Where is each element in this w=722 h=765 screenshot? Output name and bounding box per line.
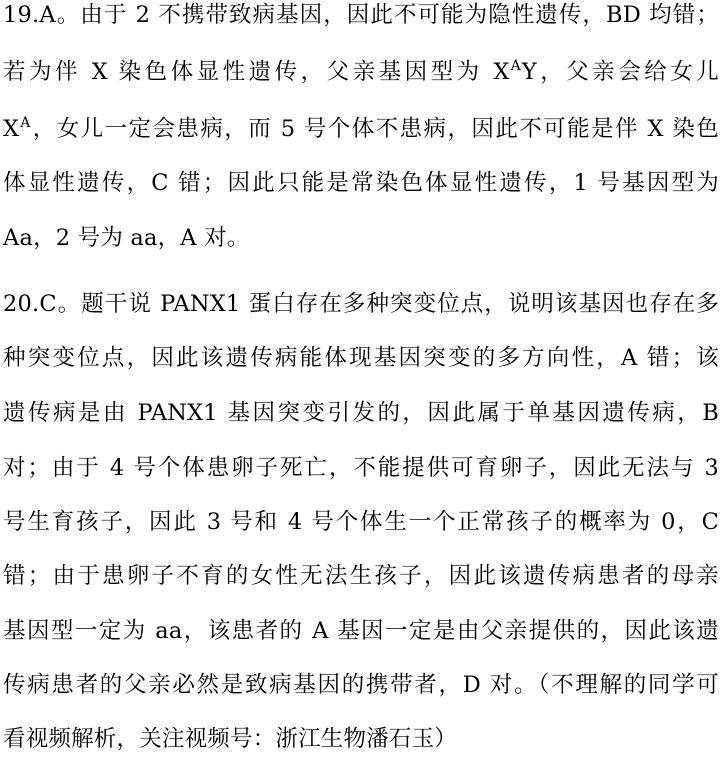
paragraph-20-line-8 bbox=[3, 670, 719, 700]
text-run: 19.A。由于 2 不携带致病基因，因此不可能为隐性遗传，BD 均错； bbox=[3, 2, 719, 28]
text-run: 传病患者的父亲必然是致病基因的携带者，D 对。（不理解的同学可 bbox=[3, 672, 719, 698]
paragraph-20-line-2 bbox=[3, 343, 719, 373]
text-run: 体显性遗传，C 错；因此只能是常染色体显性遗传，1 号基因型为 bbox=[3, 170, 719, 196]
paragraph-20-line-1 bbox=[3, 289, 719, 319]
text-run: 20.C。题干说 PANX1 蛋白存在多种突变位点，说明该基因也存在多 bbox=[3, 291, 719, 317]
paragraph-20-line-4 bbox=[3, 453, 719, 483]
paragraph-20-line-9 bbox=[3, 724, 719, 754]
superscript-allele: A bbox=[20, 115, 31, 131]
text-run: Y，父亲会给女儿 bbox=[521, 59, 719, 85]
paragraph-19-line-2 bbox=[3, 57, 719, 87]
superscript-allele: A bbox=[510, 58, 521, 74]
text-run: 基因型一定为 aa，该患者的 A 基因一定是由父亲提供的，因此该遗 bbox=[3, 618, 719, 644]
text-run: ，女儿一定会患病，而 5 号个体不患病，因此不可能是伴 X 染色 bbox=[31, 116, 719, 142]
text-run: 若为伴 X 染色体显性遗传，父亲基因型为 X bbox=[3, 59, 510, 85]
paragraph-19-line-4 bbox=[3, 168, 719, 198]
text-run: X bbox=[3, 116, 20, 142]
paragraph-20-line-3 bbox=[3, 398, 719, 428]
text-run: Aa，2 号为 aa，A 对。 bbox=[3, 225, 250, 251]
text-run: 遗传病是由 PANX1 基因突变引发的，因此属于单基因遗传病，B bbox=[3, 400, 719, 426]
paragraph-19-line-5 bbox=[3, 223, 719, 253]
text-run: 对；由于 4 号个体患卵子死亡，不能提供可育卵子，因此无法与 3 bbox=[3, 455, 719, 481]
text-run: 错；由于患卵子不育的女性无法生孩子，因此该遗传病患者的母亲 bbox=[3, 563, 719, 589]
paragraph-19-line-1 bbox=[3, 0, 719, 30]
text-run: 种突变位点，因此该遗传病能体现基因突变的多方向性，A 错；该 bbox=[3, 345, 719, 371]
paragraph-20-line-6 bbox=[3, 561, 719, 591]
paragraph-19-line-3 bbox=[3, 114, 719, 144]
paragraph-20-line-5 bbox=[3, 507, 719, 537]
paragraph-20-line-7 bbox=[3, 616, 719, 646]
text-run: 号生育孩子，因此 3 号和 4 号个体生一个正常孩子的概率为 0，C bbox=[3, 509, 719, 535]
text-run: 看视频解析，关注视频号：浙江生物潘石玉） bbox=[3, 726, 458, 752]
